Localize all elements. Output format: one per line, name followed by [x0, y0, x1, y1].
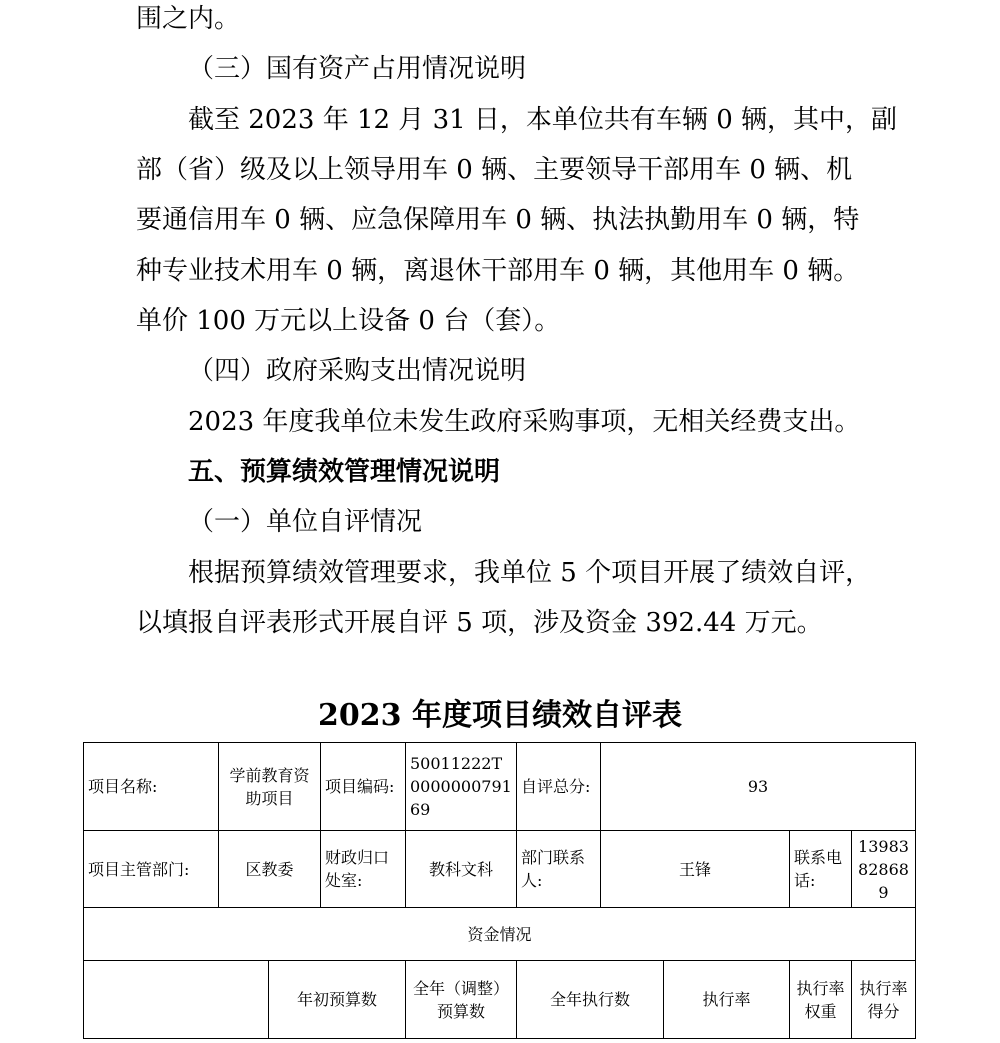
- phone-label: 联系电话:: [790, 831, 852, 908]
- self-score-label: 自评总分:: [517, 743, 601, 831]
- dept-value: 区教委: [219, 831, 321, 908]
- project-code-label: 项目编码:: [321, 743, 406, 831]
- project-code-value: 50011222T000000079169: [406, 743, 517, 831]
- funds-header: 资金情况: [84, 908, 916, 961]
- table-row: [84, 908, 916, 961]
- table-title: 2023 年度项目绩效自评表: [318, 698, 682, 733]
- chapter-heading-performance: 五、预算绩效管理情况说明: [188, 457, 501, 487]
- body-line-9: 2023 年度我单位未发生政府采购事项，无相关经费支出。: [188, 407, 861, 437]
- body-line-1: 围之内。: [136, 4, 241, 34]
- col-adjusted-budget: 全年（调整）预算数: [406, 961, 517, 1039]
- contact-value: 王锋: [601, 831, 790, 908]
- finance-office-value: 教科文科: [406, 831, 517, 908]
- col-exec-rate: 执行率: [664, 961, 790, 1039]
- col-execution: 全年执行数: [517, 961, 664, 1039]
- table-row: [84, 743, 916, 831]
- section-heading-procurement: （四）政府采购支出情况说明: [188, 356, 527, 386]
- table-row: [84, 831, 916, 908]
- body-line-7: 单价 100 万元以上设备 0 台（套）。: [136, 306, 561, 336]
- dept-label: 项目主管部门:: [84, 831, 219, 908]
- table-row: [84, 961, 916, 1039]
- project-name-value: 学前教育资助项目: [219, 743, 321, 831]
- body-line-6: 种专业技术用车 0 辆，离退休干部用车 0 辆，其他用车 0 辆。: [136, 256, 860, 286]
- project-name-label: 项目名称:: [84, 743, 219, 831]
- col-exec-weight: 执行率权重: [790, 961, 852, 1039]
- empty-cell: [84, 961, 269, 1039]
- contact-label: 部门联系人:: [517, 831, 601, 908]
- section-heading-assets: （三）国有资产占用情况说明: [188, 54, 527, 84]
- phone-value: 13983828689: [852, 831, 916, 908]
- finance-office-label: 财政归口处室:: [321, 831, 406, 908]
- section-heading-self-eval: （一）单位自评情况: [188, 507, 423, 537]
- body-line-5: 要通信用车 0 辆、应急保障用车 0 辆、执法执勤用车 0 辆，特: [136, 205, 860, 235]
- body-line-3: 截至 2023 年 12 月 31 日，本单位共有车辆 0 辆，其中，副: [188, 105, 897, 135]
- col-initial-budget: 年初预算数: [269, 961, 406, 1039]
- self-evaluation-table: [83, 742, 916, 1039]
- body-line-4: 部（省）级及以上领导用车 0 辆、主要领导干部用车 0 辆、机: [136, 155, 853, 185]
- body-line-12: 根据预算绩效管理要求，我单位 5 个项目开展了绩效自评，: [188, 558, 872, 588]
- self-score-value: 93: [601, 743, 916, 831]
- col-exec-score: 执行率得分: [852, 961, 916, 1039]
- body-line-13: 以填报自评表形式开展自评 5 项，涉及资金 392.44 万元。: [136, 608, 823, 638]
